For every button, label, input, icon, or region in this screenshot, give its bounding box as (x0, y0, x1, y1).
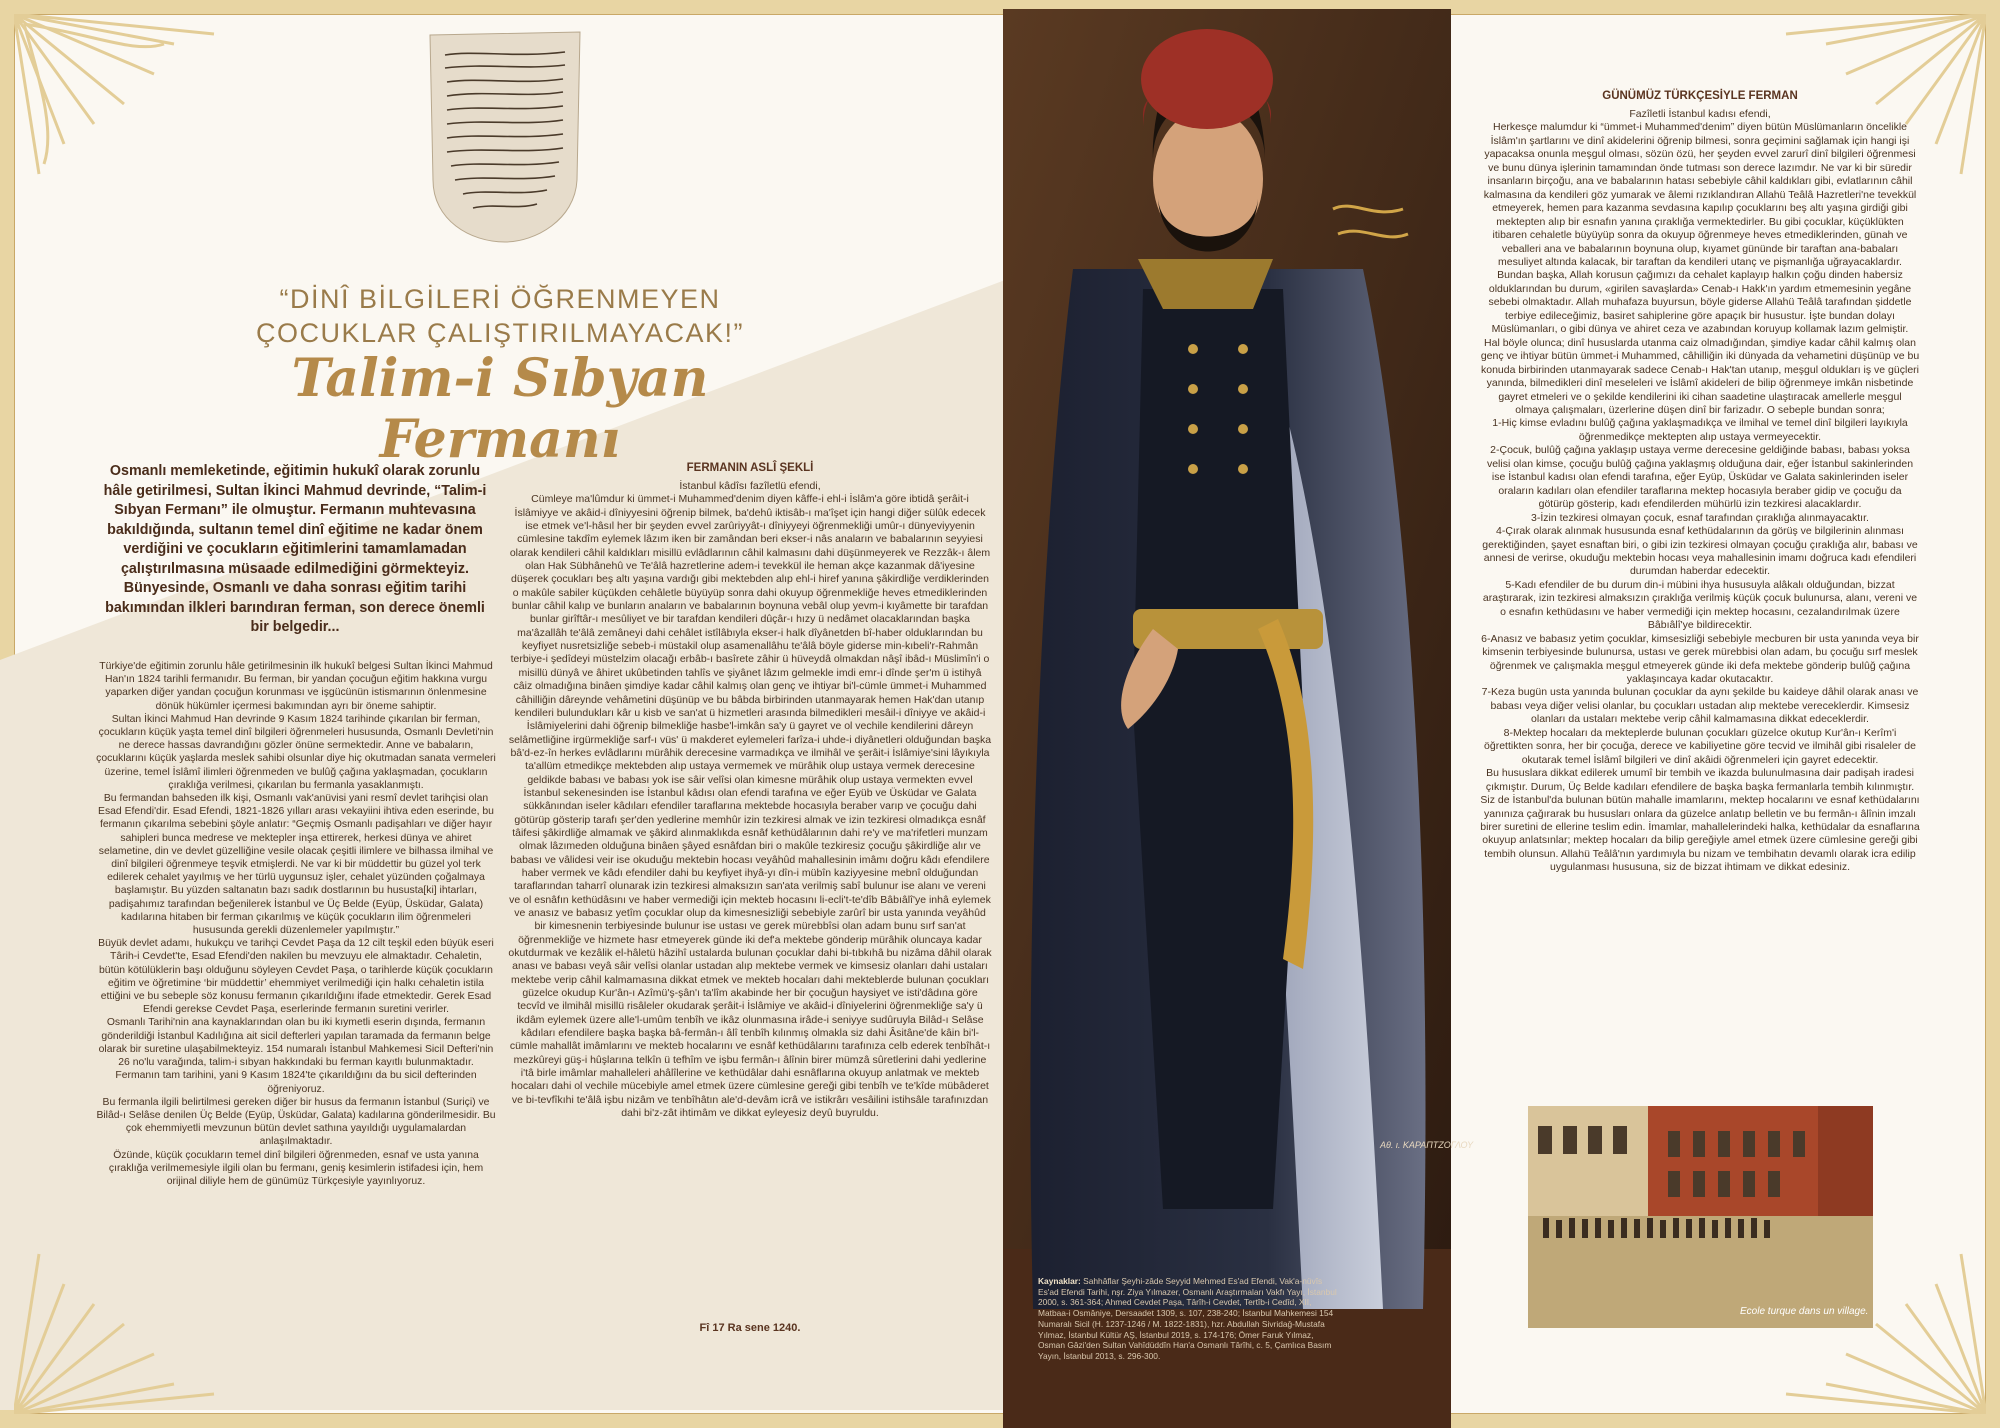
subtitle-line-2: ÇOCUKLAR ÇALIŞTIRILMAYACAK!” (255, 318, 745, 348)
subtitle (220, 282, 780, 350)
modern-paragraph: 7-Keza bugün usta yanında bulunan çocuklar da aynı şekilde bu kaideye dâhil olarak anası ve babası veya diğer velisi olanlar, bu çocukları ustadan alıp mektebe vereceklerdir. Kimsesiz olanları da ustaları mektebe verip câhil kalmamasına dikkat edeceklerdir. (1481, 686, 1919, 726)
page-title: Talim-i Sıbyan Fermanı (291, 348, 709, 470)
modern-paragraph: Herkesçe malumdur ki “ümmet-i Muhammed'denim” diyen bütün Müslümanların öncelikle İslâm'ın şartlarını ve dinî akidelerini öğrenip bilmesi, sonra geçimini sağlamak için hangi işi yapacaksa onunla meşgul olması, sözün özü, her şeyden evvel zarurî dinî bilgileri öğrenmesi ve bunu dünya işlerinin tamamından önde tutması son derece lazımdır. Ne var ki bir süredir insanların birçoğu, ana ve babalarının hatası sebebiyle câhil kaldıkları gibi, evlatlarının câhil kalmasına da kendileri göz yumarak ve âlemi rızıklandıran Allahü Teâlâ Hazretleri'ne tevekkül etmeyerek, hemen para kazanma sevdasına kapılıp çocuklarını beş altı yaşına girdiği gibi mektepten alıp bir esnafın yanına çıraklığa vermektedirler. Bu gibi çocuklar, küçüklükten itibaren cehaletle büyüyüp sonra da okuyup öğrenmeye heves etmediklerinden, günah ve veballeri ana ve babalarının boynuna olup, kıyamet gününde bir taraftan ana-babaları mesuliyet altında kalacak, bir taraftan da kendileri utanç ve pişmanlığa uğrayacaklardır. Bundan başka, Allah korusun çağımızı da cehalet kaplayıp halkın çoğu dinden habersiz olduklarından bu durum, «girilen savaşlarda» Cenab-ı Hakk'ın yardım etmemesinin yegâne sebebi olmaktadır. Allah muhafaza buyursun, böyle giderse Allahü Teâlâ tarafından şiddetle terbiye edileceğimiz, basiret sahiplerine göre apaçık bir husustur. İşte bundan dolayı Müslümanları, o gibi dünya ve ahiret ceza ve azabından koruyup kollamak lazım gelmiştir. (1483, 121, 1917, 336)
original-ferman-title: FERMANIN ASLÎ ŞEKLİ (686, 462, 814, 474)
sultan-portrait (1003, 9, 1451, 1428)
modern-paragraph: 5-Kadı efendiler de bu durum din-i mübini ihya hususuyla alâkalı olduğundan, bizzat araştırarak, izin tezkiresi almaksızın çıraklığa verilmiş küçük çocuk bulunursa, alanı, vereni ve o esnafın kethüdasını ve haber vermediği için mektep hocasını, cezalandırılmak üzere Bâbıâlî'ye bildirecektir. (1482, 578, 1918, 632)
modern-paragraph: Fazîletli İstanbul kadısı efendi, (1629, 108, 1771, 120)
modern-paragraph: 3-İzin tezkiresi olmayan çocuk, esnaf tarafından çıraklığa alınmayacaktır. (1531, 511, 1869, 524)
painter-signature: Αθ. ι. ΚΑΡΑΠΤΖΟΓΛΟΥ (1380, 1140, 1474, 1150)
modern-paragraph: 6-Anasız ve babasız yetim çocuklar, kimsesizliği sebebiyle mecburen bir usta yanında veya bir kimsenin terbiyesinde bulunursa, ustası ve gerek mürebbisi olan adam, bu çocuğu sırf meslek öğrenmek ve çalışmakla meşgul etmeyerek günde iki defa mektebe gönderip bulûğ çağına yaklaşıncaya kadar okutacaktır. (1481, 632, 1919, 686)
manuscript-image (425, 30, 585, 245)
modern-ferman-title: GÜNÜMÜZ TÜRKÇESİYLE FERMAN (1602, 90, 1798, 102)
modern-paragraph: Siz de İstanbul'da bulunan bütün mahalle imamlarını, mektep hocalarını ve esnaf kethüdalarını yanınıza çağırarak bu hususları onlara da güzelce anlatıp belletin ve bu fermân-ı âlînin imzalı birer suretini de ellerine teslim edin. İmamlar, mahallelerindeki halka, kethüdalar da esnaflarına okuyup anlatsınlar; mektep hocaları da bilip gereğiyle amel etmek üzere cümlesine gereği gibi tembih olunsun. Allahü Teâlâ'nın yardımıyla bu nizam ve tembihatın devamlı olarak icra edilip uygulanması hususuna, siz de bizzat ihtimam ve dikkat edesiniz. (1480, 794, 1920, 874)
body-left-column (96, 660, 496, 1188)
modern-paragraph: 2-Çocuk, bulûğ çağına yaklaşıp ustaya verme derecesine geldiğinde babası, babası yoksa velisi olan kimse, çocuğu bulûğ çağına yaklaşmış olduğuna dair, eğer İstanbul sakinlerinden ise İstanbul kadısı olan efendi tarafına, eğer Eyüp, Üsküdar ve Galata sakinlerinden iseler oraların kadıları olan efendiler taraflarına mektep hocasıyla beraber gidip ve çocuğu da götürüp gösterip, kadı efendilerden mühürlü izin tezkiresi alacaklardır. (1486, 444, 1914, 511)
body-paragraph: Sultan İkinci Mahmud Han devrinde 9 Kasım 1824 tarihinde çıkarılan bir ferman, çocukların küçük yaşta temel dinî bilgileri öğrenmeleri hususunda, Osmanlı Devleti'nin ne derece hassas davrandığını gözler önüne sermektedir. Anne ve babaların, çocuklarını küçük yaşlarda meslek sahibi olsunlar diye hiç okutmadan sanata vermeleri üzerine, temel İslâmî ilimleri öğrenmeden ve bulûğ çağına yaklaşmadan, çocukların çıraklığa verilmesi, çıkarılan bu fermanla yasaklanmıştı. (96, 713, 496, 791)
original-ferman-text (508, 480, 992, 1121)
modern-paragraph: 1-Hiç kimse evladını bulûğ çağına yaklaşmadıkça ve ilmihal ve temel dinî bilgileri layıkıyla öğrenmedikçe mektepten alıp ustaya vermeyecektir. (1492, 417, 1908, 443)
modern-paragraph: 8-Mektep hocaları da mekteplerde bulunan çocukları güzelce okutup Kur'ân-ı Kerîm'i öğrettikten sonra, her bir çocuğa, derece ve kabiliyetine göre tecvid ve ilmihâl gibi risaleler de okutarak temel İslâmî bilgileri ve dinî akâidi öğrenmeleri için gayret edecektir. (1484, 726, 1916, 766)
subtitle-line-1: “DİNÎ BİLGİLERİ ÖĞRENMEYEN (279, 284, 721, 314)
modern-paragraph: Bu hususlara dikkat edilerek umumî bir tembih ve ikazda bulunulmasına dair padişah iradesi çıkmıştır. Durum, Üç Belde kadıları efendilere de başka başka fermanlarla tembih kılınmıştır. (1485, 767, 1915, 793)
modern-ferman-text (1480, 108, 1920, 875)
body-paragraph: Bu fermandan bahseden ilk kişi, Osmanlı vak'anüvisi yani resmî devlet tarihçisi olan Esad Efendi'dir. Esad Efendi, 1821-1826 yılları arası vekayiini ihtiva eden eserinde, bu fermanın çıkarılma sebebini şöyle anlatır: “Geçmiş Osmanlı padişahları ve diğer hayır sahipleri bunca medrese ve mektepler inşa ettirerek, herkesi dünya ve ahiret selametine, din ve devlet güzelliğine vesile olacak çeşitli ilimlere ve bilhassa ilmihal ve dinî bilgileri öğrenmeye teşvik etmişlerdi. Ne var ki bir müddettir bu güzel yol terk edilerek cehalet yayılmış ve her türlü uygunsuz işler, cehalet yüzünden çoğalmaya başlamıştır. Bu yüzden saltanatın bazı sadık dostlarının bu hususta[ki] ihtarları, padişahımız tarafından beğenilerek İstanbul ve Üç Belde (Eyüp, Üsküdar, Galata) kadılarına hitaben bir ferman çıkarılmış ve küçük çocukların ilim öğrenmeleri hususunda gerekli düzenlemeler yapılmıştır.” (98, 793, 494, 937)
corner-ornament-top-left (14, 14, 274, 274)
modern-paragraph: Hal böyle olunca; dinî hususlarda utanma caiz olmadığından, şimdiye kadar câhil kalmış olan genç ve ihtiyar bütün ümmet-i Muhammed, câhilliğin iki dünyada da vehametini düşünüp ve bu konuda birbirinden utanmayarak sadece Cenab-ı Hak'tan utanıp, meşgul oldukları iş ve güçleri yanında, bilmedikleri dinî meseleleri ve İslâmî akideleri de bilip öğrenmeye imkân nisbetinde gayret etmeleri ve o şekilde kendilerini iki cihan saadetine ulaştıracak amellerle meşgul olmaya çalışmaları, üzerlerine düşen dinî bir farizadır. O sebeple bundan sonra; (1480, 336, 1920, 416)
sources-text: Sahhâflar Şeyhi-zâde Seyyid Mehmed Es'ad Efendi, Vak'a-nüvîs Es'ad Efendi Tarihi, nşr. Ziya Yılmazer, Osmanlı Araştırmaları Vakfı Yayı, İstanbul 2000, s. 361-364; Ahmed Cevdet Paşa, Târîh-i Cevdet, Tertîb-i Cedîd, XII, Matbaa-i Osmâniye, Dersaadet 1309, s. 107, 238-240; İstanbul Mahkemesi 154 Numaralı Sicil (H. 1237-1246 / M. 1822-1831), hzr. Abdullah Sivridağ-Mustafa Yılmaz, İstanbul Kültür AŞ, İstanbul 2019, s. 174-176; Ömer Faruk Yılmaz, Osman Gâzi'den Sultan Vahîdüddîn Han'a Osmanlı Târîhi, c. 5, Çamlıca Basım Yayın, İstanbul 2013, s. 296-300. (1038, 1276, 1337, 1361)
body-paragraph: Osmanlı Tarihi'nin ana kaynaklarından olan bu iki kıymetli eserin dışında, fermanın gönderildiği İstanbul Kadılığına ait sicil defterleri yapılan taramada da fermanın belge olarak bir suretine ulaşabilmekteyiz. 154 numaralı İstanbul Mahkemesi Sicil Defteri'nin 26 no'lu varağında, talim-i sıbyan hakkındaki bu ferman kayıtlı bulunmaktadır. Fermanın tam tarihini, yani 9 Kasım 1824'te çıkarıldığını da bu sicil defterinden öğreniyoruz. (98, 1017, 494, 1095)
sources-label: Kaynaklar: (1038, 1276, 1081, 1286)
sources-caption (1038, 1276, 1338, 1362)
original-paragraph: İstanbul kâdîsı fazîletlü efendi, (679, 480, 821, 492)
photo-caption: Ecole turque dans un village. (1740, 1306, 1869, 1317)
modern-paragraph: 4-Çırak olarak alınmak hususunda esnaf kethüdalarının da görüş ve bilgilerinin alınması gerektiğinden, şayet esnaftan biri, o gibi izin tezkiresi olmayan çocuğu çıraklığa alır, babası ve annesi de verirse, okuduğu mektebin hocası veya mahallesinin imamı doğruca kadı efendileri durumdan haberdar edecektir. (1482, 525, 1918, 578)
lead-paragraph: Osmanlı memleketinde, eğitimin hukukî olarak zorunlu hâle getirilmesi, Sultan İkinci Mahmud devrinde, “Talim-i Sıbyan Fermanı” ile olmuştur. Fermanın muhtevasına bakıldığında, sultanın temel dinî eğitime ne kadar önem verdiğini ve çocukların eğitimlerini tamamlamadan çalıştırılmasına müsaade edilmediğini görmekteyiz. Bünyesinde, Osmanlı ve daha sonrası eğitim tarihi bakımından ilkleri barındıran ferman, son derece önemli bir belgedir... (103, 463, 487, 635)
body-paragraph: Türkiye'de eğitimin zorunlu hâle getirilmesinin ilk hukukî belgesi Sultan İkinci Mahmud Han'ın 1824 tarihli fermanıdır. Bu ferman, bir yandan çocuğun eğitim hakkına vurgu yaparken diğer yandan çocuğun korunması ve işgücünün istismarının önlenmesine dönük hükümler içermesi bakımından ayrı bir öneme sahiptir. (99, 661, 493, 712)
body-paragraph: Büyük devlet adamı, hukukçu ve tarihçi Cevdet Paşa da 12 cilt teşkil eden büyük eseri Târih-i Cevdet'te, Esad Efendi'den nakilen bu mevzuyu ele almaktadır. Cehaletin, bütün kötülüklerin başı olduğunu söyleyen Cevdet Paşa, o tarihlerde küçük çocukların eğitim ve öğretimine ‘bir müddettir’ ehemmiyet verilmediği için halkı cehaletin istila ettiğini ve bu sebeple söz konusu fermanın çıkarıldığını ifade etmektedir. Gerek Esad Efendi gerekse Cevdet Paşa, eserlerinde fermanın suretini verirler. (98, 938, 494, 1016)
body-paragraph: Bu fermanla ilgili belirtilmesi gereken diğer bir husus da fermanın İstanbul (Suriçi) ve Bilâd-ı Selâse denilen Üç Belde (Eyüp, Üsküdar, Galata) kadılarına gönderilmesidir. Bu çok ehemmiyetli mevzunun bütün devlet sathına yayıldığı uygulamalardan anlaşılmaktadır. (96, 1096, 496, 1148)
body-paragraph: Özünde, küçük çocukların temel dinî bilgileri öğrenmeden, esnaf ve usta yanına çıraklığa verilmemesiyle ilgili olan bu fermanı, geniş kesimlerin istifadesi için, hem orijinal diliyle hem de günümüz Türkçesiyle yayınlıyoruz. (108, 1149, 484, 1187)
original-paragraph: Cümleye ma'lûmdur ki ümmet-i Muhammed'denim diyen kâffe-i ehl-i İslâm'a göre ibtidâ şerâit-i İslâmiyye ve akâid-i dîniyyesini öğrenip bilmek, ba'dehû iktisâb-ı ma'îşet için hangi diğer sülûk edecek ise etmek ve'l-hâsıl her bir şeyden evvel zarûriyyât-ı dîniyyeyi öğrenmekliği umûr-ı dünyeviyyenin cümlesine takdîm eylemek lâzım iken bir zamândan beri ekser-i nâs anaların ve babalarının seyyiesi olarak kendileri câhil kaldıkları misillü evlâdlarının câhil kalmasını dahi düşünmeyerek ve Rezzâk-ı âlem olan Hak Sübhânehû ve Te'âlâ hazretlerine adem-i tevekkül ile heman akçe kazanmak dâ'iyesine düşerek çocukları beş altı yaşına vardığı gibi mektebden alıp ehl-i hiref yanına şâkirdliğe verdiklerinden o makûle sabiler küçükden cehâletle büyüyüp sonra dahi okuyup öğrenmekliğe heves etmediklerinden bunlar câhil kalıp ve bunların anaların ve babalarının boynuna vebâl olup yevm-i kıyâmette bir tarafdan bunlar girîftâr-ı mesûliyet ve bir tarafdan kendileri dûçâr-ı hızy ü nedâmet olacaklarından başka ma'âzallâh te'âlâ zemâneyi dahi cehâlet istîlâbıyla ekser-i halk dîyânetden bî-haber olduklarından bu keyfiyet nusretsizliğe sebeb-i müstakil olup asamenallâhu te'âlâ böyle giderse min-kıbeli'r-Rahmân terbiye-i şedîdeyi müstelzim olacağı erbâb-ı basîrete zâhir ü hüveydâ olmakdan nâşî ibâd-ı Müslimîn'i o misillü dünyâ ve âhiret ukûbetinden tahlîs ve şiyânet lâzım gelmekle imdi emr-i dînde şer'm ü istihyâ câiz olmadığına binâen şimdiye kadar câhil kalmış olan genç ve ihtiyar bi'l-cümle ümmet-i Muhammed câhilliğin dâreynde vehâmetini düşünüp ve bu bâbda birbirinden utanmayarak hemen Hak'dan utanıp kendileri bulundukları kâr u kisb ve san'at ü hizmetleri arasında bilmedikleri mesâil-i dîniyye ve akâid-i İslâmiyelerini dahi öğrenip bilmekliğe hasbe'l-imkân sa'y ü gayret ve ol vechile kendilerini dâreyn selâmetliğine irgürmekliğe sarf-ı vüs' ü makderet eylemeleri farîza-i uhde-i diyânetleri olduğundan başka bâ'd-ez-în herkes evlâdlarını mürâhik derecesine varmadıkça ve ilmihâl ve şerâit-i İslâmiye'sini lâyıkıyla ta'allüm etmedikçe mektebden alıp ustaya vermemek ve mürâhik olup ustaya vermek derecesine geldikde babası ve babası yok ise sâir velîsi olan kimesne mürâhik olup ustaya vermekten evvel İstanbul sekenesinden ise İstanbul kâdısı olan efendi tarafına ve eğer Eyüb ve Üsküdar ve Galata sükkânından iseler kâdıları efendiler taraflarına mektebde hocasıyla beraber varıp ve çocuğu dahi götürüp gösterip tarafı şer'den yedlerine memhûr izin tezkiresi almak ve izin tezkiresi olmadıkça esnâf tâifesi şâkirdliğe almamak ve şâkird alınmaklıkda esnâf kethüdâlarının dahi re'y ve ma'rifetleri munzam olmak lâzımeden olduğuna binâen şâyed esnâfdan biri o makûle tezkiresiz çocuğu şâkirdliğe alır ve babası ve vâlidesi veir ise okuduğu mektebin hocası veyâhûd mahallesinin imâmı doğru kâdı efendilere haber vermek ve kâdı efendiler dahi bu keyfiyet ihyâ-yı dîn-i mübîn kaziyyesine mebnî olduğundan taraflarından taharrî olunarak izin tezkiresi almaksızın san'ata verilmiş sabî bulunur ise alanı ve vereni ve ol esnâfın kethüdâsını ve haber vermediği için mekteb hocasını li-ecli't-te'dîb Bâbıâlî'ye inhâ eylemek ve anasız ve babasız yetîm çocuklar olup da kimesnesizliği sebebiyle zarûrî bir usta yanında veyâhûd bir kimesnenin terbiyesinde bulunur ise ustası ve gerek mürebbîsi olan adam bunu sırf san'at öğrenmekliğe ve hizmete hasr etmeyerek günde iki def'a mektebe gönderip mürâhik oluncaya kadar okutdurmak ve kezâlik el-hâletü hâzihî ustalarda bulunan çocuklar dahi bi-tıbkıhâ bu nizâma dâhil olarak anası ve babası veyâ sâir velîsi olanlar ustadan alıp mektebe vermek ve kimsesiz olanları dahi ustaları mektebe verip câhil kalmamasına dikkat etmek ve mekteb hocaları dahi mekteblerde bulunan çocukları güzelce okudup Kur'ân-ı Azîmü'ş-şân'ı ta'lîm akabinde her bir çocuğun haysiyet ve isti'dâdına göre tecvîd ve ilmihâl misillü risâleler okudarak şerâit-i İslâmiye ve akâid-i dîniyelerini öğrenmekliğe sa'y ü ikdâm eylemek üzere alle'l-umûm tenbîh ve ikâz olunmasına irâde-i seniyye sudûruyla Bilâd-ı Selâse kâdıları efendilere başka başka bâ-fermân-ı âlî tenbîh kılınmış olmakla siz dahi Âsitâne'de kâin bi'l-cümle mahallât imâmlarını ve mekteb hocalarını ve esnâf kethüdâlarını tarafınıza celb ederek tenbîhât-ı mezkûreyi güş-i hûşlarına telkîn ü tefhîm ve işbu fermân-ı âlînin birer mümzâ sûretlerini dahi yedlerine i'tâ birle imâmlar mahalleleri ahâlîlerine ve kethüdâlar dahi esnâflarına okuyup anlatmak ve mekteb hocaları dahi ol vechile mücebiyle amel etmek üzere cümlesine gereği gibi tenbîh ve te'kîde mübâderet ve bi-tevfîkıhi te'âlâ işbu nizâm ve tenbîhâtın ale'd-devâm icrâ ve istikrârı vesâilini istihsâle tarafınızdan dahi bi'z-zât ihtimâm ve dikkat eyleyesiz deyû buyruldu. (508, 493, 992, 1120)
original-ferman-date: Fî 17 Ra sene 1240. (699, 1322, 801, 1334)
village-school-photo (1528, 1106, 1873, 1328)
corner-ornament-bottom-left (14, 1154, 274, 1414)
